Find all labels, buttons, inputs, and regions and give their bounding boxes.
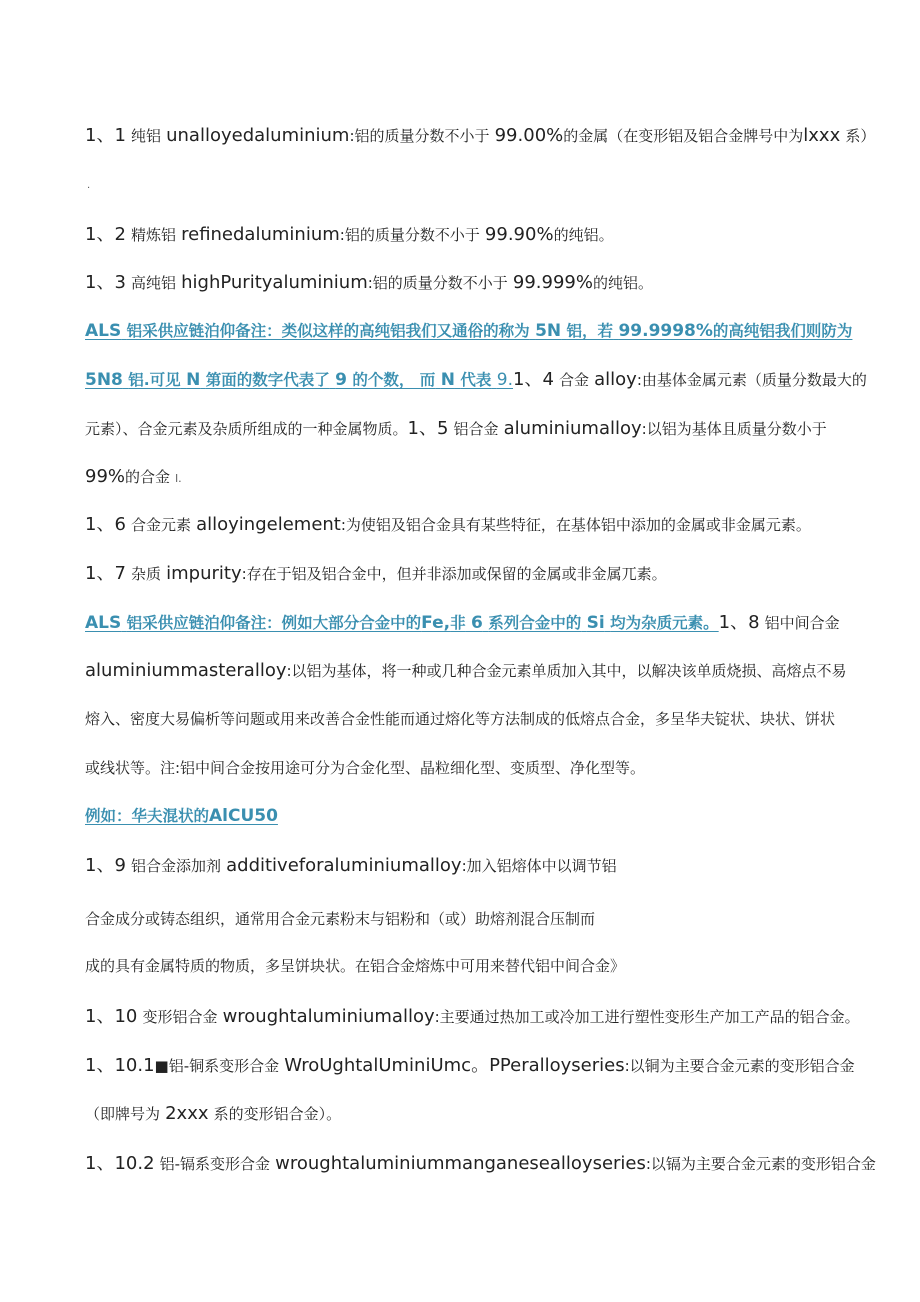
definition-cont: （即牌号为 bbox=[85, 1105, 161, 1123]
section-number: 1、1 bbox=[85, 125, 126, 146]
definition: :存在于铝及铝合金中，但并非添加或保留的金属或非金属兀素。 bbox=[241, 565, 667, 583]
section-1-8-line-3 bbox=[85, 760, 645, 776]
definition-cont: 熔入、密度大易偏析等问题或用来改善合金性能而通过熔化等方法制成的低熔点合金，多呈华夫锭状、块状、饼状 bbox=[85, 710, 836, 728]
definition: :加入铝熔体中以调节铝 bbox=[461, 857, 617, 875]
section-1-1 bbox=[85, 127, 875, 145]
definition: :以铜为主要合金元素的变形铝合金 bbox=[624, 1057, 855, 1075]
section-1-9 bbox=[85, 857, 617, 875]
grade-code: lxxx bbox=[803, 125, 841, 146]
definition: :铝的质量分数不小于 bbox=[367, 274, 508, 292]
section-number: 1、2 bbox=[85, 224, 126, 245]
value: 99.999% bbox=[512, 272, 593, 293]
section-1-6 bbox=[85, 516, 811, 534]
note-text: 第面的数字代表了 bbox=[205, 371, 330, 389]
definition-cont: 系的变形铝合金）。 bbox=[213, 1105, 342, 1123]
definition-cont: 元素）、合金元素及杂质所组成的一种金属物质。 bbox=[85, 420, 408, 438]
note-text: 非 bbox=[450, 614, 466, 632]
section-number: 1、7 bbox=[85, 563, 126, 584]
note-text: N bbox=[440, 370, 455, 390]
note-2-and-section-1-8 bbox=[85, 614, 840, 632]
als-note-1 bbox=[85, 323, 852, 340]
term-zh: 铝合金 bbox=[453, 420, 499, 438]
note-brand: ALS bbox=[85, 321, 122, 341]
definition-cont: 成的具有金属特质的物质，多呈饼块状。在铝合金熔炼中可用来替代铝中间合金》 bbox=[85, 957, 626, 975]
note-text: 铝采供应链泊仰备注：类似这样的高纯铝我们又通俗的称为 bbox=[126, 322, 530, 340]
note-text: Fe, bbox=[421, 613, 451, 633]
definition-cont: 的金属（在变形铝及铝合金牌号中为 bbox=[563, 127, 804, 145]
definition: :铝的质量分数不小于 bbox=[349, 127, 490, 145]
section-1-10-1-cont bbox=[85, 1105, 341, 1123]
value: 99.00% bbox=[494, 125, 564, 146]
term-en: aluminiumalloy bbox=[503, 418, 642, 439]
term-zh: 高纯铝 bbox=[131, 274, 177, 292]
note-text: 均为杂质元素。 bbox=[610, 614, 719, 632]
grade-code: 2xxx bbox=[165, 1103, 209, 1124]
definition: :铝的质量分数不小于 bbox=[339, 226, 480, 244]
section-number: 1、6 bbox=[85, 514, 126, 535]
term-zh: 合金 bbox=[559, 371, 590, 389]
definition-end: 的合金 bbox=[125, 468, 171, 486]
term-zh: 铝-镉系变形合金 bbox=[159, 1155, 271, 1173]
term-zh: 杂质 bbox=[131, 565, 162, 583]
definition: :由基体金属元素（质量分数最大的 bbox=[636, 371, 867, 389]
section-number: 1、10 bbox=[85, 1006, 138, 1027]
note-text: 的个数， 而 bbox=[352, 371, 436, 389]
definition-cont: 或线状等。注:铝中间合金按用途可分为合金化型、晶粒细化型、变质型、净化型等。 bbox=[85, 759, 646, 777]
term-en: WroUghtalUminiUmc。PPeralloyseries bbox=[284, 1055, 625, 1076]
definition: :主要通过热加工或冷加工进行塑性变形生产加工产品的铝合金。 bbox=[434, 1008, 860, 1026]
section-1-10-1 bbox=[85, 1057, 855, 1075]
section-1-3 bbox=[85, 274, 653, 292]
section-1-8-line-1 bbox=[85, 662, 847, 680]
section-number: 1、3 bbox=[85, 272, 126, 293]
section-1-9-line-2 bbox=[85, 912, 595, 927]
definition: :以铝为基体，将一种或几种合金元素单质加入其中，以解决该单质烧损、高熔点不易 bbox=[286, 662, 847, 680]
note-text: 9 bbox=[335, 370, 347, 390]
term-en: impurity bbox=[166, 563, 242, 584]
note-text: 代表 bbox=[460, 371, 492, 389]
term-en: refinedaluminium bbox=[181, 224, 340, 245]
section-number: 1、9 bbox=[85, 855, 126, 876]
note-text: 的高纯铝我们则防为 bbox=[712, 322, 853, 340]
bullet-icon: ■ bbox=[154, 1057, 169, 1075]
note-text: 铝，若 bbox=[566, 322, 614, 340]
note-text: 5N8 bbox=[85, 370, 123, 390]
section-1-10 bbox=[85, 1008, 860, 1026]
section-number: 1、10.2 bbox=[85, 1153, 155, 1174]
term-en: unalloyedaluminium bbox=[166, 125, 350, 146]
definition: :以铝为基体且质量分数小于 bbox=[641, 420, 827, 438]
note-text: 铝.可见 bbox=[128, 371, 181, 389]
value: 99.90% bbox=[484, 224, 554, 245]
definition-end: 系） bbox=[845, 127, 876, 145]
term-zh: 铝-铜系变形合金 bbox=[168, 1057, 280, 1075]
example-note bbox=[85, 808, 278, 825]
note-text: N bbox=[186, 370, 201, 390]
section-1-4-cont-and-1-5 bbox=[85, 420, 827, 438]
term-en: alloyingelement bbox=[196, 514, 341, 535]
definition: :为使铝及铝合金具有某些特征，在基体铝中添加的金属或非金属元素。 bbox=[340, 516, 811, 534]
term-zh: 变形铝合金 bbox=[142, 1008, 218, 1026]
term-zh: 纯铝 bbox=[131, 127, 162, 145]
term-en: alloy bbox=[594, 369, 637, 390]
note-1-cont-and-section-1-4 bbox=[85, 371, 867, 389]
stray-mark: l. bbox=[175, 472, 182, 485]
value: 99% bbox=[85, 466, 126, 487]
note-text: 6 bbox=[471, 613, 483, 633]
term-en: additiveforaluminiumalloy bbox=[226, 855, 462, 876]
term-zh: 精炼铝 bbox=[131, 226, 177, 244]
definition-end: 的纯铝。 bbox=[593, 274, 654, 292]
note-text: 系列合金中的 bbox=[488, 614, 582, 632]
term-zh: 合金元素 bbox=[131, 516, 192, 534]
definition-end: 的纯铝。 bbox=[553, 226, 614, 244]
note-text: 5N bbox=[535, 321, 562, 341]
definition-cont: 合金成分或铸态组织，通常用合金元素粉末与铝粉和（或）助熔剂混合压制而 bbox=[85, 910, 596, 928]
term-en: aluminiummasteralloy bbox=[85, 660, 287, 681]
term-en: highPurityaluminium bbox=[181, 272, 368, 293]
term-zh: 铝中间合金 bbox=[764, 614, 840, 632]
term-zh: 铝合金添加剂 bbox=[131, 857, 222, 875]
section-1-5-cont bbox=[85, 468, 182, 486]
section-number: 1、10.1 bbox=[85, 1055, 155, 1076]
stray-dot: · bbox=[87, 183, 91, 194]
section-1-8-line-2 bbox=[85, 711, 835, 727]
section-1-7 bbox=[85, 565, 667, 583]
section-1-9-line-3 bbox=[85, 959, 625, 974]
term-en: wroughtaluminiummanganesealloyseries bbox=[275, 1153, 646, 1174]
note-text: 9. bbox=[496, 370, 514, 390]
note-brand: ALS bbox=[85, 613, 122, 633]
section-number: 1、8 bbox=[718, 612, 760, 633]
note-text: 例如：华夫混状的 bbox=[85, 807, 210, 825]
term-en: wroughtaluminiumalloy bbox=[222, 1006, 435, 1027]
definition: :以镉为主要合金元素的变形铝合金 bbox=[645, 1155, 876, 1173]
note-text: AlCU50 bbox=[209, 806, 278, 826]
section-1-2 bbox=[85, 226, 614, 244]
section-number: 1、5 bbox=[407, 418, 449, 439]
note-text: 99.9998% bbox=[618, 321, 713, 341]
section-number: 1、4 bbox=[513, 369, 554, 390]
note-text: 铝采供应链泊仰备注：例如大部分合金中的 bbox=[126, 614, 422, 632]
note-text: Si bbox=[586, 613, 605, 633]
section-1-10-2 bbox=[85, 1155, 876, 1173]
